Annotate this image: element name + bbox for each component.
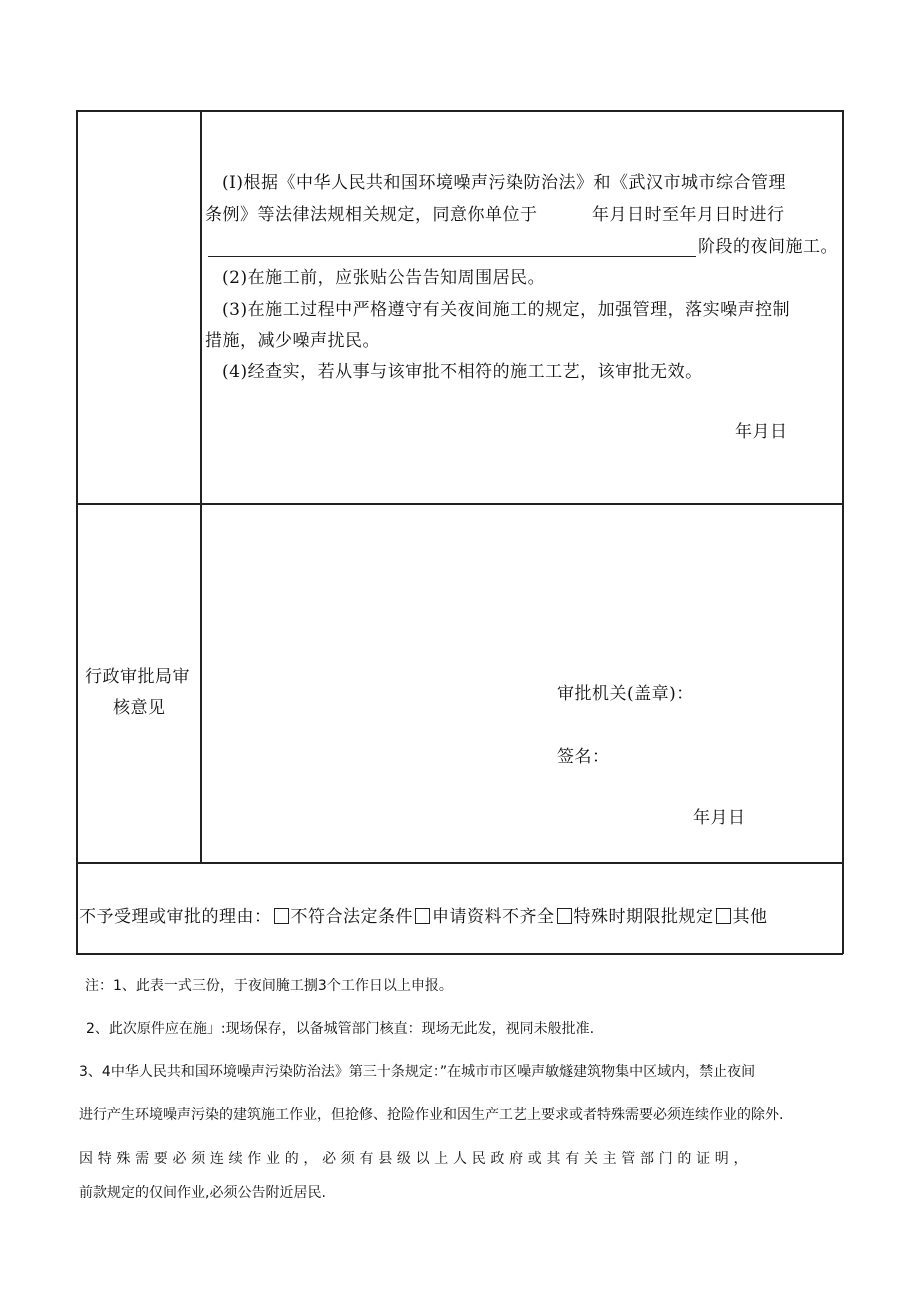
checkbox-legal-conditions[interactable] [274, 908, 289, 924]
option-other: 其他 [732, 907, 768, 927]
table-bottom-border [76, 953, 843, 955]
authority-seal-field[interactable]: 审批机关(盖章)： [557, 684, 694, 704]
opinion-item-3-line-1: (3)在施工过程中严格遵守有关夜间施工的规定，加强管理，落实噪声控制 [222, 300, 791, 320]
checkbox-other[interactable] [716, 908, 731, 924]
rejection-row [79, 902, 768, 927]
checkbox-special-period[interactable] [557, 908, 572, 924]
option-legal-conditions: 不符合法定条件 [290, 907, 413, 927]
table-top-border [76, 110, 843, 112]
review-date: 年月日 [693, 808, 746, 828]
note-2: 2、此次原件应在施」:现场保存，以备城管部门核直：现场无此发，视同未般批准. [86, 1021, 595, 1037]
signature-field[interactable]: 签名： [557, 747, 610, 767]
option-incomplete-documents: 申请资料不齐全 [432, 907, 555, 927]
row-divider-1 [76, 503, 843, 505]
opinion-item-1-line-1: (I)根据《中华人民共和国环境噪声污染防治法》和《武汉市城市综合管理 [222, 173, 786, 193]
note-3-line-4: 前款规定的仅间作业,必须公告附近居民. [79, 1185, 326, 1201]
opinion-item-2: (2)在施工前，应张贴公告告知周围居民。 [222, 268, 546, 288]
row-divider-2 [76, 862, 843, 864]
checkbox-incomplete-documents[interactable] [415, 908, 430, 924]
opinion-item-1-line-2a: 条例》等法律法规相关规定，同意你单位于 [205, 205, 538, 225]
opinion-item-3-line-2: 措施，减少噪声扰民。 [205, 331, 380, 351]
note-3-line-1: 3、4中华人民共和国环境噪声污染防治法》第三十条规定：”在城市市区噪声敏燧建筑物集中区域内，禁止夜间 [79, 1064, 756, 1080]
table-right-border [842, 110, 844, 954]
table-left-border [76, 110, 78, 954]
review-label-line-2: 核意见 [113, 698, 166, 718]
opinion-date: 年月日 [735, 422, 788, 442]
opinion-item-1-line-3 [208, 232, 838, 257]
note-3-line-2: 进行产生环境噪声污染的建筑施工作业，但抢修、抢险作业和因生产工艺上要求或者特殊需要必须连续作业的除外. [79, 1107, 784, 1123]
work-stage-suffix: 阶段的夜间施工。 [698, 237, 838, 257]
option-special-period: 特殊时期限批规定 [573, 907, 714, 927]
work-stage-blank[interactable] [208, 238, 696, 257]
column-divider [200, 110, 202, 863]
note-1: 注：1、此表一式三份，于夜间腌工捌3个工作日以上申报。 [85, 978, 453, 994]
review-label-line-1: 行政审批局审 [85, 667, 190, 687]
note-3-line-3: 因特殊需要必须连续作业的，必须有县级以上人民政府或其有关主管部门的证明， [79, 1151, 753, 1167]
opinion-item-4: (4)经查实，若从事与该审批不相符的施工工艺，该审批无效。 [222, 362, 703, 382]
rejection-label: 不予受理或审批的理由： [79, 907, 272, 927]
opinion-item-1-line-2b: 年月日时至年月日时进行 [592, 205, 785, 225]
